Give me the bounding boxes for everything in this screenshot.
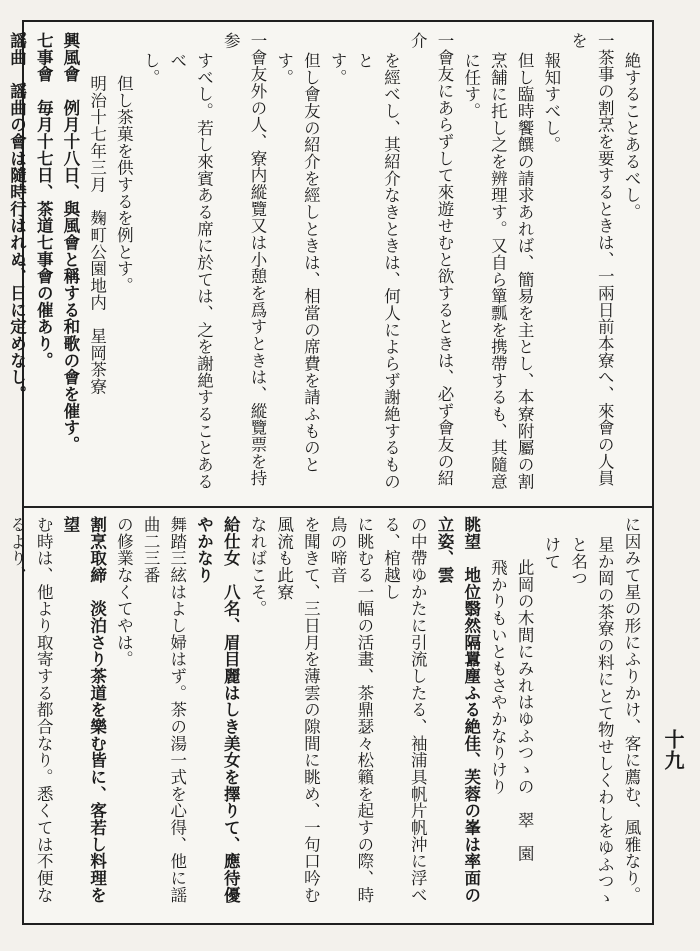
bottom-columns-line: に眺むる一幅の活畫、茶鼎瑟々松籟を起すの際、時鳥の啼音 xyxy=(328,516,374,904)
bottom-columns-line: 眺望 地位翳然隔囂塵ふる絶佳、芙蓉の峯は率面の立姿、雲 xyxy=(434,516,481,904)
top-columns-line: すべし。若し來賓ある席に於ては、之を謝絶することあるべ xyxy=(167,51,214,490)
top-columns-line: す。 xyxy=(328,51,348,86)
top-columns-line: 絶することあるべし。 xyxy=(622,51,641,221)
page-number: 十九 xyxy=(661,729,685,771)
top-columns-line: 報知すべし。 xyxy=(541,51,561,153)
bottom-columns-line: けて xyxy=(541,535,561,570)
top-columns-line: 一會友にあらずして來遊せむと欲するときは、必ず會友の紹介 xyxy=(408,32,454,487)
top-columns-line: に任す。 xyxy=(461,51,481,120)
bottom-columns-line: なればこそ。 xyxy=(247,516,267,617)
top-columns-line: 烹舗に托し之を辨理す。又自ら簞瓢を携帶するも、其隨意 xyxy=(488,51,508,490)
top-columns-line: 七事會 毎月十七日、茶道七事會の催あり。 xyxy=(34,32,54,369)
bottom-columns-line: に因みて星の形にふりかけ、客に薦む、風雅なり。 xyxy=(622,516,641,904)
bottom-columns-line: を聞きて、三日月を薄雲の隙間に眺め、一句口吟む風流も此寮 xyxy=(274,516,321,904)
top-columns-line: し。 xyxy=(141,51,161,86)
bottom-columns-line: む時は、他より取寄する都合なり。悉くては不便なるより、 xyxy=(7,516,54,904)
bottom-columns-line xyxy=(0,516,3,912)
top-columns-line: を經べし、其紹介なきときは、何人によらず謝絶するものと xyxy=(354,51,401,490)
top-columns-line: 謡曲 謡曲の會は隨時行はれぬ、日に定めなし。 xyxy=(7,32,27,403)
top-columns-line: 明治十七年三月 麹町公園地内 星岡茶寮 xyxy=(87,74,107,395)
top-columns-line: 一茶事の割烹を要するときは、一兩日前本寮へ、來會の人員を xyxy=(568,32,615,487)
text-frame xyxy=(7,20,654,925)
top-text-panel xyxy=(7,32,644,502)
bottom-text-panel xyxy=(7,516,644,912)
bottom-columns-line: 此岡の木間にみれはゆふつゝの 翠 園 xyxy=(515,558,535,862)
panel-divider xyxy=(24,506,652,508)
bottom-columns-line: 星か岡の茶寮の料にとて物せしくわしをゆふつゝと名つ xyxy=(568,535,615,907)
top-columns-line: 興風會 例月十八日、與風會と稱する和歌の會を催す。 xyxy=(60,32,80,453)
bottom-columns-line: の中帶ゆかたに引流したる、袖浦具帆片帆沖に浮べる、棺越し xyxy=(381,516,428,904)
top-columns-line: 但し茶菓を供するを例とす。 xyxy=(114,74,134,294)
top-columns-line: 但し臨時饗饌の請求あれば、簡易を主とし、本寮附屬の割 xyxy=(515,51,535,490)
top-columns-line xyxy=(0,32,3,502)
bottom-columns-line: 給仕女 八名、眉目麗はしき美女を擇りて、應待優やかなり xyxy=(194,516,241,904)
bottom-columns-line: 舞踏三絃はよし婦はず。茶の湯一式を心得、他に謡曲二三番 xyxy=(141,516,187,904)
top-columns-line: 一會友外の人、寮内縱覽又は小憩を爲すときは、縱覽票を持参 xyxy=(221,32,267,487)
bottom-columns-line: の修業なくてやは。 xyxy=(114,516,134,668)
bottom-columns-line: 飛かりもいともさやかなりけり xyxy=(488,558,508,795)
bottom-columns-line: 割烹取締 淡泊さり茶道を樂む皆に、客若し料理を望 xyxy=(60,516,107,904)
top-columns-line: 但し會友の紹介を經しときは、相當の席費を請ふものとす。 xyxy=(274,51,321,473)
